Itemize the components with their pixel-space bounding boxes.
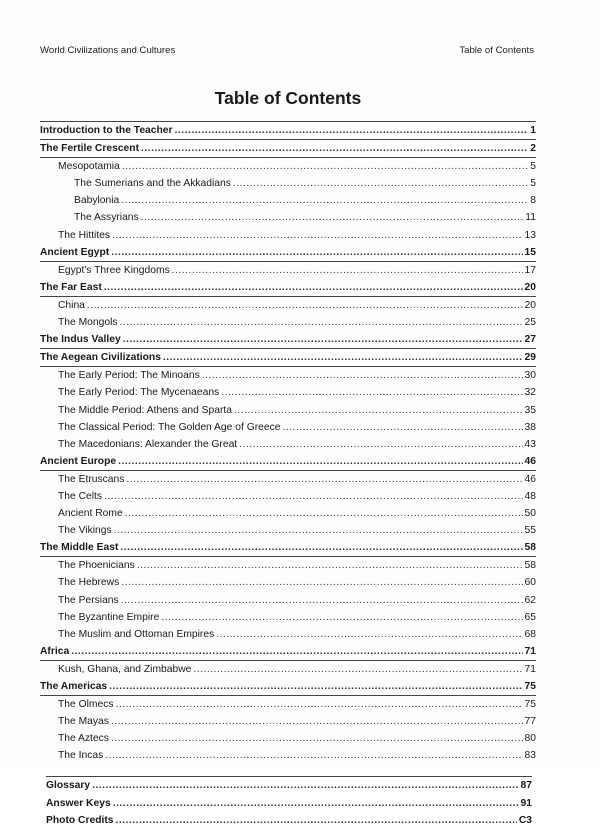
toc-entry-label: The Etruscans <box>58 473 125 485</box>
toc-entry-label: The Hittites <box>58 229 111 241</box>
toc-entry <box>40 192 536 209</box>
toc-entry-page: 38 <box>524 421 536 433</box>
toc-entry-label: The Macedonians: Alexander the Great <box>58 438 238 450</box>
toc-entry <box>40 314 536 331</box>
toc-entry-label: The Muslim and Ottoman Empires <box>58 628 215 640</box>
toc-entry <box>40 121 536 140</box>
toc-entry-label: Glossary <box>46 780 91 792</box>
toc-entry <box>40 402 536 419</box>
toc-entry-page: 58 <box>524 542 536 554</box>
toc-entry-page: 11 <box>525 212 536 224</box>
toc-entry-label: The Mayas <box>58 716 109 728</box>
toc-entry <box>40 436 536 453</box>
toc-entry-label: Africa <box>40 645 70 657</box>
toc-entry-page: 2 <box>530 143 536 155</box>
toc-entry <box>40 331 536 349</box>
toc-entry <box>46 795 532 812</box>
dot-leader <box>116 812 517 829</box>
toc-entry <box>40 453 536 471</box>
dot-leader <box>114 522 523 539</box>
section-gap <box>40 764 536 776</box>
dot-leader <box>111 713 523 730</box>
toc-entry <box>40 419 536 436</box>
dot-leader <box>239 436 522 453</box>
dot-leader <box>216 626 522 643</box>
toc-entry <box>40 367 536 384</box>
toc-entry-page: 8 <box>530 195 536 207</box>
toc-entry <box>40 227 536 244</box>
toc-entry-label: The Mongols <box>58 317 118 329</box>
toc-entry-page: 20 <box>524 299 536 311</box>
dot-leader <box>141 140 528 157</box>
toc-entry <box>40 297 536 314</box>
toc-entry <box>40 349 536 367</box>
dot-leader <box>116 696 523 713</box>
toc-entry-label: The Early Period: The Mycenaeans <box>58 387 220 399</box>
dot-leader <box>126 471 522 488</box>
toc-entry <box>40 713 536 730</box>
toc-entry-page: 55 <box>524 525 536 537</box>
toc-entry-page: 87 <box>520 780 532 792</box>
toc-entry-label: The Persians <box>58 594 119 606</box>
toc-entry <box>40 747 536 764</box>
toc-entry-label: The Early Period: The Minoans <box>58 370 200 382</box>
dot-leader <box>109 678 522 695</box>
toc-entry-page: 17 <box>524 264 536 276</box>
toc-entry-page: 1 <box>530 125 536 136</box>
dot-leader <box>172 262 523 279</box>
dot-leader <box>123 331 523 348</box>
toc-entry <box>40 574 536 591</box>
toc-entry <box>40 209 536 226</box>
dot-leader <box>105 747 522 764</box>
toc-entry-page: 60 <box>524 577 536 589</box>
dot-leader <box>122 158 528 175</box>
dot-leader <box>121 592 523 609</box>
toc-entry-label: Photo Credits <box>46 814 114 826</box>
dot-leader <box>234 402 523 419</box>
dot-leader <box>282 419 522 436</box>
toc-entry-page: 65 <box>524 611 536 623</box>
toc-entry-label: The Far East <box>40 281 102 293</box>
toc-entry-page: 32 <box>524 387 536 399</box>
toc-entry-page: 27 <box>524 334 536 346</box>
toc-entry-page: 83 <box>524 750 536 762</box>
dot-leader <box>111 730 523 747</box>
toc-entry <box>40 384 536 401</box>
toc-entry <box>40 626 536 643</box>
toc-entry-page: 50 <box>524 508 536 520</box>
toc-entry-label: The Classical Period: The Golden Age of Greece <box>58 421 281 433</box>
toc-entry-page: 80 <box>524 733 536 745</box>
toc-entry-page: 43 <box>524 438 536 450</box>
dot-leader <box>161 609 522 626</box>
toc-entry-page: 25 <box>524 317 536 329</box>
toc-entry <box>40 730 536 747</box>
toc-entry-label: Ancient Europe <box>40 455 117 467</box>
running-header <box>40 45 534 56</box>
toc-entry-label: Babylonia <box>74 195 120 207</box>
dot-leader <box>113 795 519 812</box>
toc-entry <box>46 776 532 794</box>
toc-list <box>40 121 536 829</box>
toc-entry-page: 75 <box>524 699 536 711</box>
toc-entry-page: 5 <box>530 161 536 173</box>
dot-leader <box>104 279 523 296</box>
toc-entry <box>40 471 536 488</box>
dot-leader <box>111 244 522 261</box>
toc-entry-page: 15 <box>524 246 536 258</box>
toc-entry-label: The Vikings <box>58 525 112 537</box>
page-title: Table of Contents <box>214 88 362 108</box>
toc-entry <box>40 557 536 574</box>
toc-entry-page: 30 <box>524 370 536 382</box>
toc-entry-label: The Americas <box>40 681 108 692</box>
dot-leader <box>104 488 522 505</box>
toc-entry <box>40 262 536 279</box>
toc-entry-label: The Phoenicians <box>58 560 135 572</box>
toc-entry-page: 46 <box>524 455 536 467</box>
back-matter <box>40 776 536 828</box>
toc-entry <box>46 812 532 829</box>
toc-entry-page: 20 <box>524 281 536 293</box>
toc-entry-label: The Fertile Crescent <box>40 143 139 155</box>
toc-entry-label: The Byzantine Empire <box>58 611 160 623</box>
dot-leader <box>202 367 523 384</box>
toc-entry-label: The Celts <box>58 490 103 502</box>
toc-entry-label: The Assyrians <box>74 212 139 224</box>
toc-entry-label: The Olmecs <box>58 699 114 711</box>
toc-entry-label: The Aegean Civilizations <box>40 352 161 364</box>
toc-entry-page: 5 <box>530 178 536 190</box>
dot-leader <box>175 122 529 139</box>
toc-entry-label: Egypt's Three Kingdoms <box>58 264 170 276</box>
dot-leader <box>137 557 523 574</box>
header-book-title: World Civilizations and Cultures <box>40 45 176 56</box>
dot-leader <box>125 505 523 522</box>
toc-entry-label: The Middle East <box>40 542 119 554</box>
toc-entry <box>40 696 536 713</box>
dot-leader <box>120 539 522 556</box>
dot-leader <box>141 209 524 226</box>
toc-entry-label: The Aztecs <box>58 733 109 745</box>
toc-entry-page: 91 <box>520 797 532 809</box>
toc-entry-label: The Sumerians and the Akkadians <box>74 178 231 190</box>
toc-entry-label: Introduction to the Teacher <box>40 125 173 136</box>
dot-leader <box>87 297 523 314</box>
toc-entry-label: Ancient Rome <box>58 508 123 520</box>
dot-leader <box>233 175 528 192</box>
toc-entry <box>40 522 536 539</box>
toc-entry <box>40 539 536 557</box>
toc-entry-label: Answer Keys <box>46 797 111 809</box>
toc-entry-page: C3 <box>518 814 532 826</box>
toc-entry-page: 71 <box>524 663 536 675</box>
toc-entry-page: 48 <box>524 490 536 502</box>
toc-entry <box>40 678 536 696</box>
toc-entry-page: 75 <box>524 681 536 692</box>
dot-leader <box>193 661 522 678</box>
toc-entry-page: 29 <box>524 352 536 364</box>
dot-leader <box>92 777 518 794</box>
toc-entry-page: 46 <box>524 473 536 485</box>
toc-entry <box>40 279 536 297</box>
toc-entry <box>40 244 536 262</box>
toc-entry-label: Mesopotamia <box>58 161 120 173</box>
toc-entry-page: 77 <box>524 716 536 728</box>
dot-leader <box>121 192 528 209</box>
dot-leader <box>112 227 522 244</box>
toc-entry-page: 68 <box>524 628 536 640</box>
toc-entry <box>40 488 536 505</box>
toc-entry-label: Ancient Egypt <box>40 246 110 258</box>
toc-entry <box>40 643 536 661</box>
toc-entry-label: The Middle Period: Athens and Sparta <box>58 404 233 416</box>
toc-entry-label: Kush, Ghana, and Zimbabwe <box>58 663 192 675</box>
toc-entry-label: The Incas <box>58 750 104 762</box>
dot-leader <box>120 314 523 331</box>
dot-leader <box>71 643 522 660</box>
toc-entry-label: The Hebrews <box>58 577 120 589</box>
dot-leader <box>118 453 522 470</box>
toc-entry-page: 62 <box>524 594 536 606</box>
toc-entry-label: The Indus Valley <box>40 334 121 346</box>
toc-entry-page: 58 <box>524 560 536 572</box>
toc-entry <box>40 609 536 626</box>
toc-entry <box>40 140 536 158</box>
dot-leader <box>121 574 522 591</box>
toc-entry <box>40 592 536 609</box>
toc-entry <box>40 175 536 192</box>
toc-entry <box>40 505 536 522</box>
toc-entry <box>40 158 536 175</box>
dot-leader <box>163 349 523 366</box>
header-section-title: Table of Contents <box>459 45 534 56</box>
dot-leader <box>221 384 522 401</box>
toc-entry-page: 35 <box>524 404 536 416</box>
toc-entry-page: 13 <box>524 229 536 241</box>
toc-entry-page: 71 <box>524 645 536 657</box>
toc-entry <box>40 661 536 678</box>
toc-entry-label: China <box>58 299 85 311</box>
